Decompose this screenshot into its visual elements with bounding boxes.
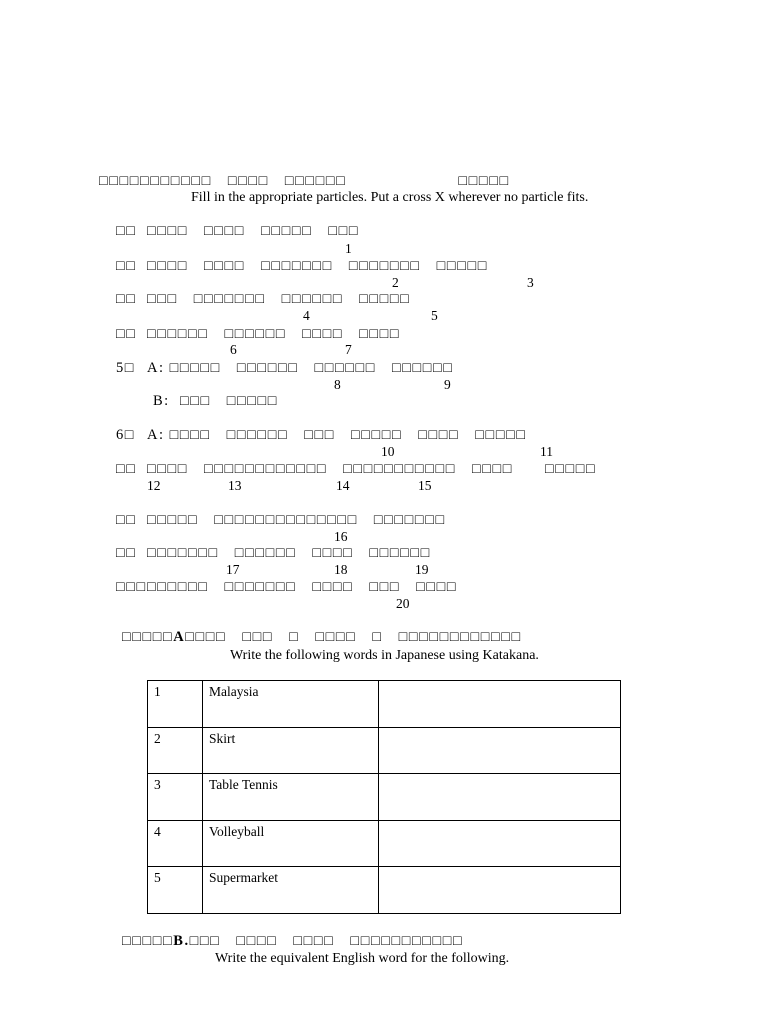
q3-sentence: □□□ □□□□□□□ □□□□□□ □□□□□ (147, 291, 411, 307)
q8-number: □□ (116, 512, 137, 528)
blank-label-20: 20 (396, 596, 410, 611)
table-row (148, 774, 621, 821)
blank-label-6: 6 (230, 342, 237, 357)
answer-cell[interactable] (379, 820, 621, 867)
blank-label-8: 8 (334, 377, 341, 392)
section2-heading (122, 629, 522, 645)
row-number: 4 (148, 820, 203, 867)
answer-cell[interactable] (379, 774, 621, 821)
blank-label-9: 9 (444, 377, 451, 392)
row-word: Volleyball (203, 820, 379, 867)
row-number: 1 (148, 681, 203, 728)
q5-line-a: A: □□□□□ □□□□□□ □□□□□□ □□□□□□ (147, 360, 454, 376)
section3-heading (122, 933, 463, 949)
section2-heading-letter: A (173, 629, 186, 645)
section3-heading-letter: B. (173, 933, 190, 949)
q7-sentence: □□□□ □□□□□□□□□□□□ □□□□□□□□□□□ □□□□ □□□□□ (147, 461, 597, 477)
table-row (148, 727, 621, 774)
q1-sentence: □□□□ □□□□ □□□□□ □□□ (147, 223, 360, 239)
answer-cell[interactable] (379, 727, 621, 774)
row-word: Supermarket (203, 867, 379, 914)
blank-label-11: 11 (540, 444, 553, 459)
q5-number: 5□ (116, 360, 136, 376)
q4-number: □□ (116, 326, 137, 342)
blank-label-2: 2 (392, 275, 399, 290)
section2-heading-jp-post: □□□□ □□□ □ □□□□ □ □□□□□□□□□□□□ (185, 629, 522, 645)
row-word: Table Tennis (203, 774, 379, 821)
row-word: Malaysia (203, 681, 379, 728)
q6-number: 6□ (116, 427, 136, 443)
section1-heading: □□□□□□□□□□□ □□□□ □□□□□□ □□□□□ (99, 173, 510, 189)
blank-label-19: 19 (415, 562, 429, 577)
table-row (148, 681, 621, 728)
answer-cell[interactable] (379, 867, 621, 914)
q10-sentence: □□□□□□ □□□□□□□ □□□□ □□□ □□□□ (147, 579, 458, 595)
row-number: 3 (148, 774, 203, 821)
row-word: Skirt (203, 727, 379, 774)
blank-label-12: 12 (147, 478, 161, 493)
q6-line-a: A: □□□□ □□□□□□ □□□ □□□□□ □□□□ □□□□□ (147, 427, 527, 443)
q8-sentence: □□□□□ □□□□□□□□□□□□□□ □□□□□□□ (147, 512, 446, 528)
blank-label-10: 10 (381, 444, 395, 459)
row-number: 2 (148, 727, 203, 774)
blank-label-5: 5 (431, 308, 438, 323)
section2-instruction: Write the following words in Japanese using Katakana. (230, 648, 539, 663)
table-row (148, 867, 621, 914)
section1-instruction: Fill in the appropriate particles. Put a cross X wherever no particle fits. (191, 190, 589, 205)
q9-sentence: □□□□□□□ □□□□□□ □□□□ □□□□□□ (147, 545, 431, 561)
q3-number: □□ (116, 291, 137, 307)
blank-label-14: 14 (336, 478, 350, 493)
blank-label-4: 4 (303, 308, 310, 323)
q4-sentence: □□□□□□ □□□□□□ □□□□ □□□□ (147, 326, 401, 342)
blank-label-18: 18 (334, 562, 348, 577)
q7-number: □□ (116, 461, 137, 477)
blank-label-13: 13 (228, 478, 242, 493)
section3-instruction: Write the equivalent English word for the following. (215, 951, 510, 966)
katakana-table (147, 680, 621, 914)
blank-label-15: 15 (418, 478, 432, 493)
blank-label-1: 1 (345, 241, 352, 256)
q5-line-b: B: □□□ □□□□□ (153, 393, 279, 409)
blank-label-17: 17 (226, 562, 240, 577)
blank-label-3: 3 (527, 275, 534, 290)
blank-label-7: 7 (345, 342, 352, 357)
q1-number: □□ (116, 223, 137, 239)
table-row (148, 820, 621, 867)
section3-heading-jp-post: □□□ □□□□ □□□□ □□□□□□□□□□□ (189, 933, 464, 949)
section2-heading-jp-pre: □□□□□ (122, 629, 174, 645)
blank-label-16: 16 (334, 529, 348, 544)
row-number: 5 (148, 867, 203, 914)
answer-cell[interactable] (379, 681, 621, 728)
q9-number: □□ (116, 545, 137, 561)
q2-sentence: □□□□ □□□□ □□□□□□□ □□□□□□□ □□□□□ (147, 258, 488, 274)
q10-number: □□□ (116, 579, 147, 595)
q2-number: □□ (116, 258, 137, 274)
section3-heading-jp-pre: □□□□□ (122, 933, 174, 949)
